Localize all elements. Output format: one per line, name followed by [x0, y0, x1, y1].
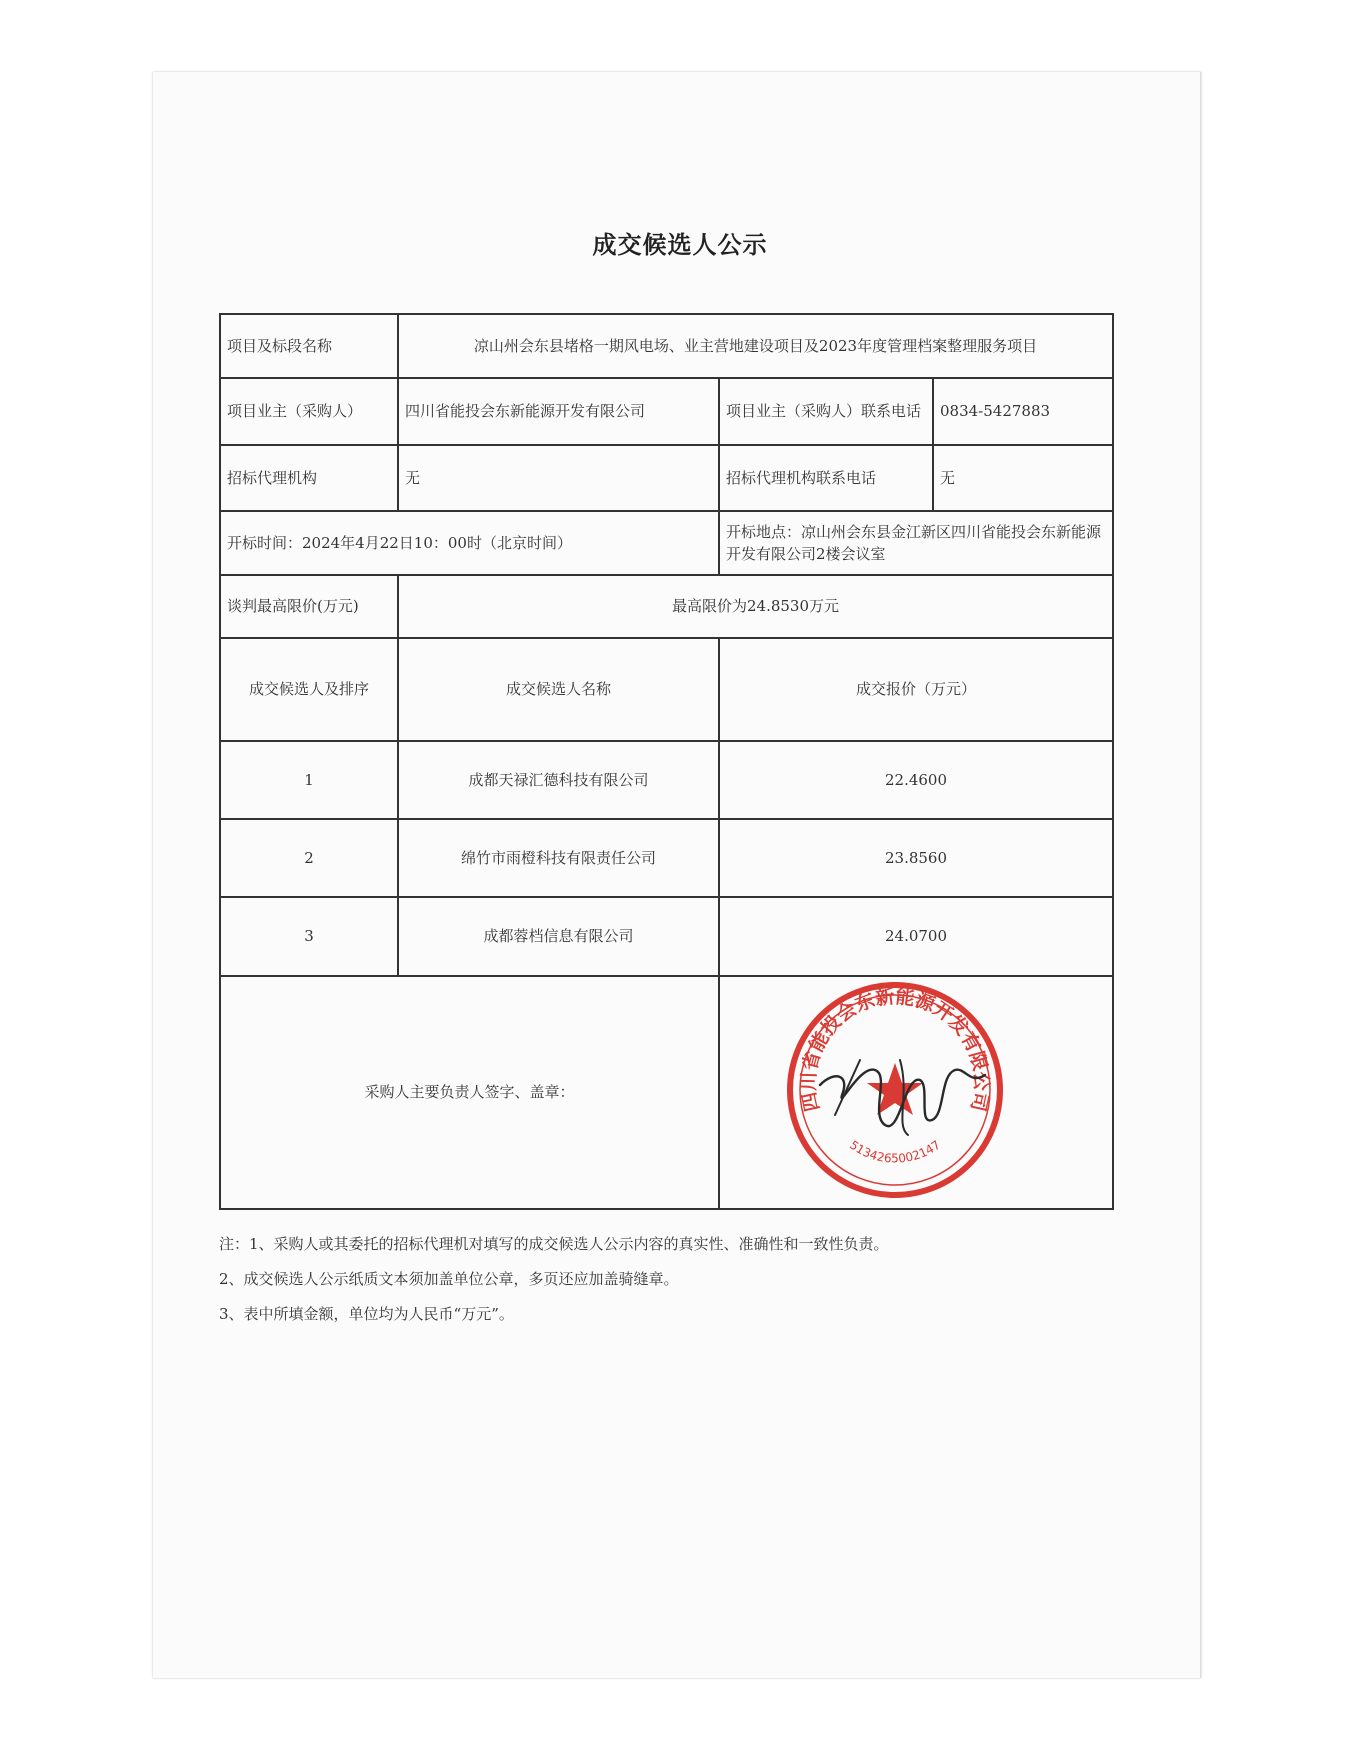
- official-seal: [780, 975, 1010, 1205]
- candidate-name-text: 成都蓉档信息有限公司: [483, 927, 634, 946]
- note-2: 2、成交候选人公示纸质文本须加盖单位公章，多页还应加盖骑缝章。: [219, 1270, 679, 1288]
- table-row-1-price: [718, 740, 1114, 820]
- agent-phone-value-text: 无: [940, 468, 956, 487]
- owner-value-text: 四川省能投会东新能源开发有限公司: [405, 402, 646, 421]
- table-row-1-name: [397, 740, 720, 820]
- open-time-text: 开标时间：2024年4月22日10：00时（北京时间）: [227, 533, 572, 552]
- rank-text: 1: [304, 770, 314, 789]
- header-name-text: 成交候选人名称: [505, 680, 611, 699]
- owner-label: [219, 377, 399, 446]
- owner-value: [397, 377, 720, 446]
- price-text: 24.0700: [884, 927, 948, 946]
- agent-phone-value: [932, 444, 1114, 512]
- open-place-text: 开标地点：凉山州会东县金江新区四川省能投会东新能源开发有限公司2楼会议室: [726, 522, 1102, 563]
- agent-value: [397, 444, 720, 512]
- table-row-3-price: [718, 896, 1114, 977]
- owner-phone-value: [932, 377, 1114, 446]
- agent-label: [219, 444, 399, 512]
- seal-code-text: 5134265002147: [847, 1137, 943, 1166]
- rank-text: 3: [304, 927, 314, 946]
- table-row-3-rank: [219, 896, 399, 977]
- project-value-text: 凉山州会东县堵格一期风电场、业主营地建设项目及2023年度管理档案整理服务项目: [473, 336, 1038, 355]
- note-3: 3、表中所填金额，单位均为人民币“万元”。: [219, 1305, 514, 1323]
- agent-phone-label: [718, 444, 934, 512]
- candidate-name-text: 成都天禄汇德科技有限公司: [468, 770, 649, 789]
- signature-label-cell: [219, 975, 720, 1210]
- project-label-text: 项目及标段名称: [227, 336, 333, 355]
- signature-label-text: 采购人主要负责人签字、盖章：: [364, 1083, 575, 1102]
- open-place: [718, 510, 1114, 576]
- header-name: [397, 637, 720, 742]
- header-price-text: 成交报价（万元）: [855, 680, 976, 699]
- owner-phone-label-text: 项目业主（采购人）联系电话: [726, 402, 922, 421]
- seal-graphic: [780, 975, 1010, 1205]
- candidate-name-text: 绵竹市雨橙科技有限责任公司: [460, 848, 656, 867]
- open-time: [219, 510, 720, 576]
- max-price-label-text: 谈判最高限价(万元): [227, 597, 359, 616]
- table-row-3-name: [397, 896, 720, 977]
- agent-phone-label-text: 招标代理机构联系电话: [726, 468, 877, 487]
- table-row-2-rank: [219, 818, 399, 898]
- table-row-2-price: [718, 818, 1114, 898]
- owner-label-text: 项目业主（采购人）: [227, 402, 363, 421]
- document-title: 成交候选人公示: [592, 231, 768, 259]
- price-text: 23.8560: [884, 848, 948, 867]
- owner-phone-value-text: 0834-5427883: [940, 402, 1051, 421]
- header-rank: [219, 637, 399, 742]
- max-price-value-text: 最高限价为24.8530万元: [671, 597, 840, 616]
- seal-org-text: 四川省能投会东新能源开发有限公司: [797, 985, 993, 1114]
- note-1: 注：1、采购人或其委托的招标代理机对填写的成交候选人公示内容的真实性、准确性和一致性负责。: [219, 1235, 889, 1253]
- agent-label-text: 招标代理机构: [227, 468, 318, 487]
- table-row-1-rank: [219, 740, 399, 820]
- rank-text: 2: [304, 848, 314, 867]
- table-row-2-name: [397, 818, 720, 898]
- agent-value-text: 无: [405, 468, 421, 487]
- price-text: 22.4600: [884, 770, 948, 789]
- max-price-value: [397, 574, 1114, 639]
- project-value: [397, 313, 1114, 379]
- owner-phone-label: [718, 377, 934, 446]
- max-price-label: [219, 574, 399, 639]
- project-label: [219, 313, 399, 379]
- header-rank-text: 成交候选人及排序: [248, 680, 369, 699]
- header-price: [718, 637, 1114, 742]
